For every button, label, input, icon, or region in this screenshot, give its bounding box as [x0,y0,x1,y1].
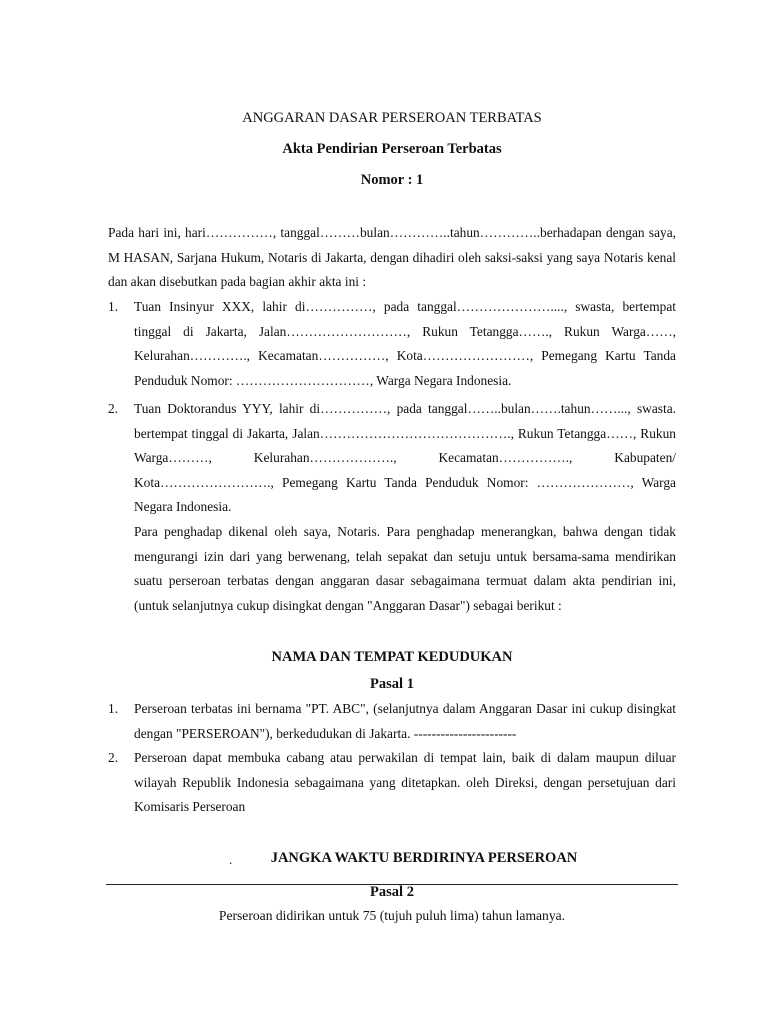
section1-heading: NAMA DAN TEMPAT KEDUDUKAN [271,649,513,665]
opening-paragraph: Pada hari ini, hari……………, tanggal………bulan…………..tahun…………..berhadapan dengan saya, M HASAN, Sarjana Hukum, Notaris di Jakarta, dengan dihadiri oleh saksi-saksi yang saya Notaris kenal dan akan disebutkan pada bagian akhir akta ini : [108,225,676,290]
document-number: Nomor : 1 [360,172,424,188]
party-item [108,295,676,393]
list-text: Perseroan dapat membuka cabang atau perwakilan di tempat lain, baik di dalam maupun diluar wilayah Republik Indonesia sebagaimana yang ditetapkan. oleh Direksi, dengan persetujuan dari Komisaris Perseroan [134,750,676,815]
list-text: Tuan Insinyur XXX, lahir di……………, pada tanggal…………………...., swasta, bertempat tinggal di Jakarta, Jalan………………………, Rukun Tetangga……., Rukun Warga……, Kelurahan…………., Kecamatan……………, Kota……………………, Pemegang Kartu Tanda Penduduk Nomor: …………………………, Warga Negara Indonesia. [134,299,676,388]
document-subtitle: Akta Pendirian Perseroan Terbatas [282,141,502,157]
article-item [108,746,676,820]
section2-heading: JANGKA WAKTU BERDIRINYA PERSEROAN [270,850,578,866]
section2-pasal: Pasal 2 [370,884,414,900]
section1-pasal: Pasal 1 [370,676,414,692]
list-number: 2. [108,750,119,765]
statement-paragraph: Para penghadap dikenal oleh saya, Notaris. Para penghadap menerangkan, bahwa dengan tidak mengurangi izin dari yang berwenang, telah sepakat dan setuju untuk bersama-sama mendirikan suatu perseroan terbatas dengan anggaran dasar sebagaimana termuat dalam akta pendirian ini, (untuk selanjutnya cukup disingkat dengan "Anggaran Dasar") sebagai berikut : [134,524,676,613]
section2-text: Perseroan didirikan untuk 75 (tujuh puluh lima) tahun lamanya. [218,908,566,923]
list-number: 1. [108,299,119,314]
list-text: Tuan Doktorandus YYY, lahir di……………, pada tanggal……..bulan…….tahun……..., swasta. bertempat tinggal di Jakarta, Jalan……………………………………., Rukun Tetangga……, Rukun Warga………, Kelurahan………………., Kecamatan……………., Kabupaten/ Kota……………………., Pemegang Kartu Tanda Penduduk Nomor: …………………, Warga Negara Indonesia. [134,401,676,515]
list-number: 2. [108,401,119,416]
article-item [108,697,676,746]
party-item [108,397,676,520]
list-text: Perseroan terbatas ini bernama "PT. ABC", (selanjutnya dalam Anggaran Dasar ini cukup disingkat dengan "PERSEROAN"), berkedudukan di Jakarta. ----------------------- [134,701,676,741]
document-title: ANGGARAN DASAR PERSEROAN TERBATAS [242,110,542,126]
stray-dot: . [229,852,233,867]
list-number: 1. [108,701,119,716]
